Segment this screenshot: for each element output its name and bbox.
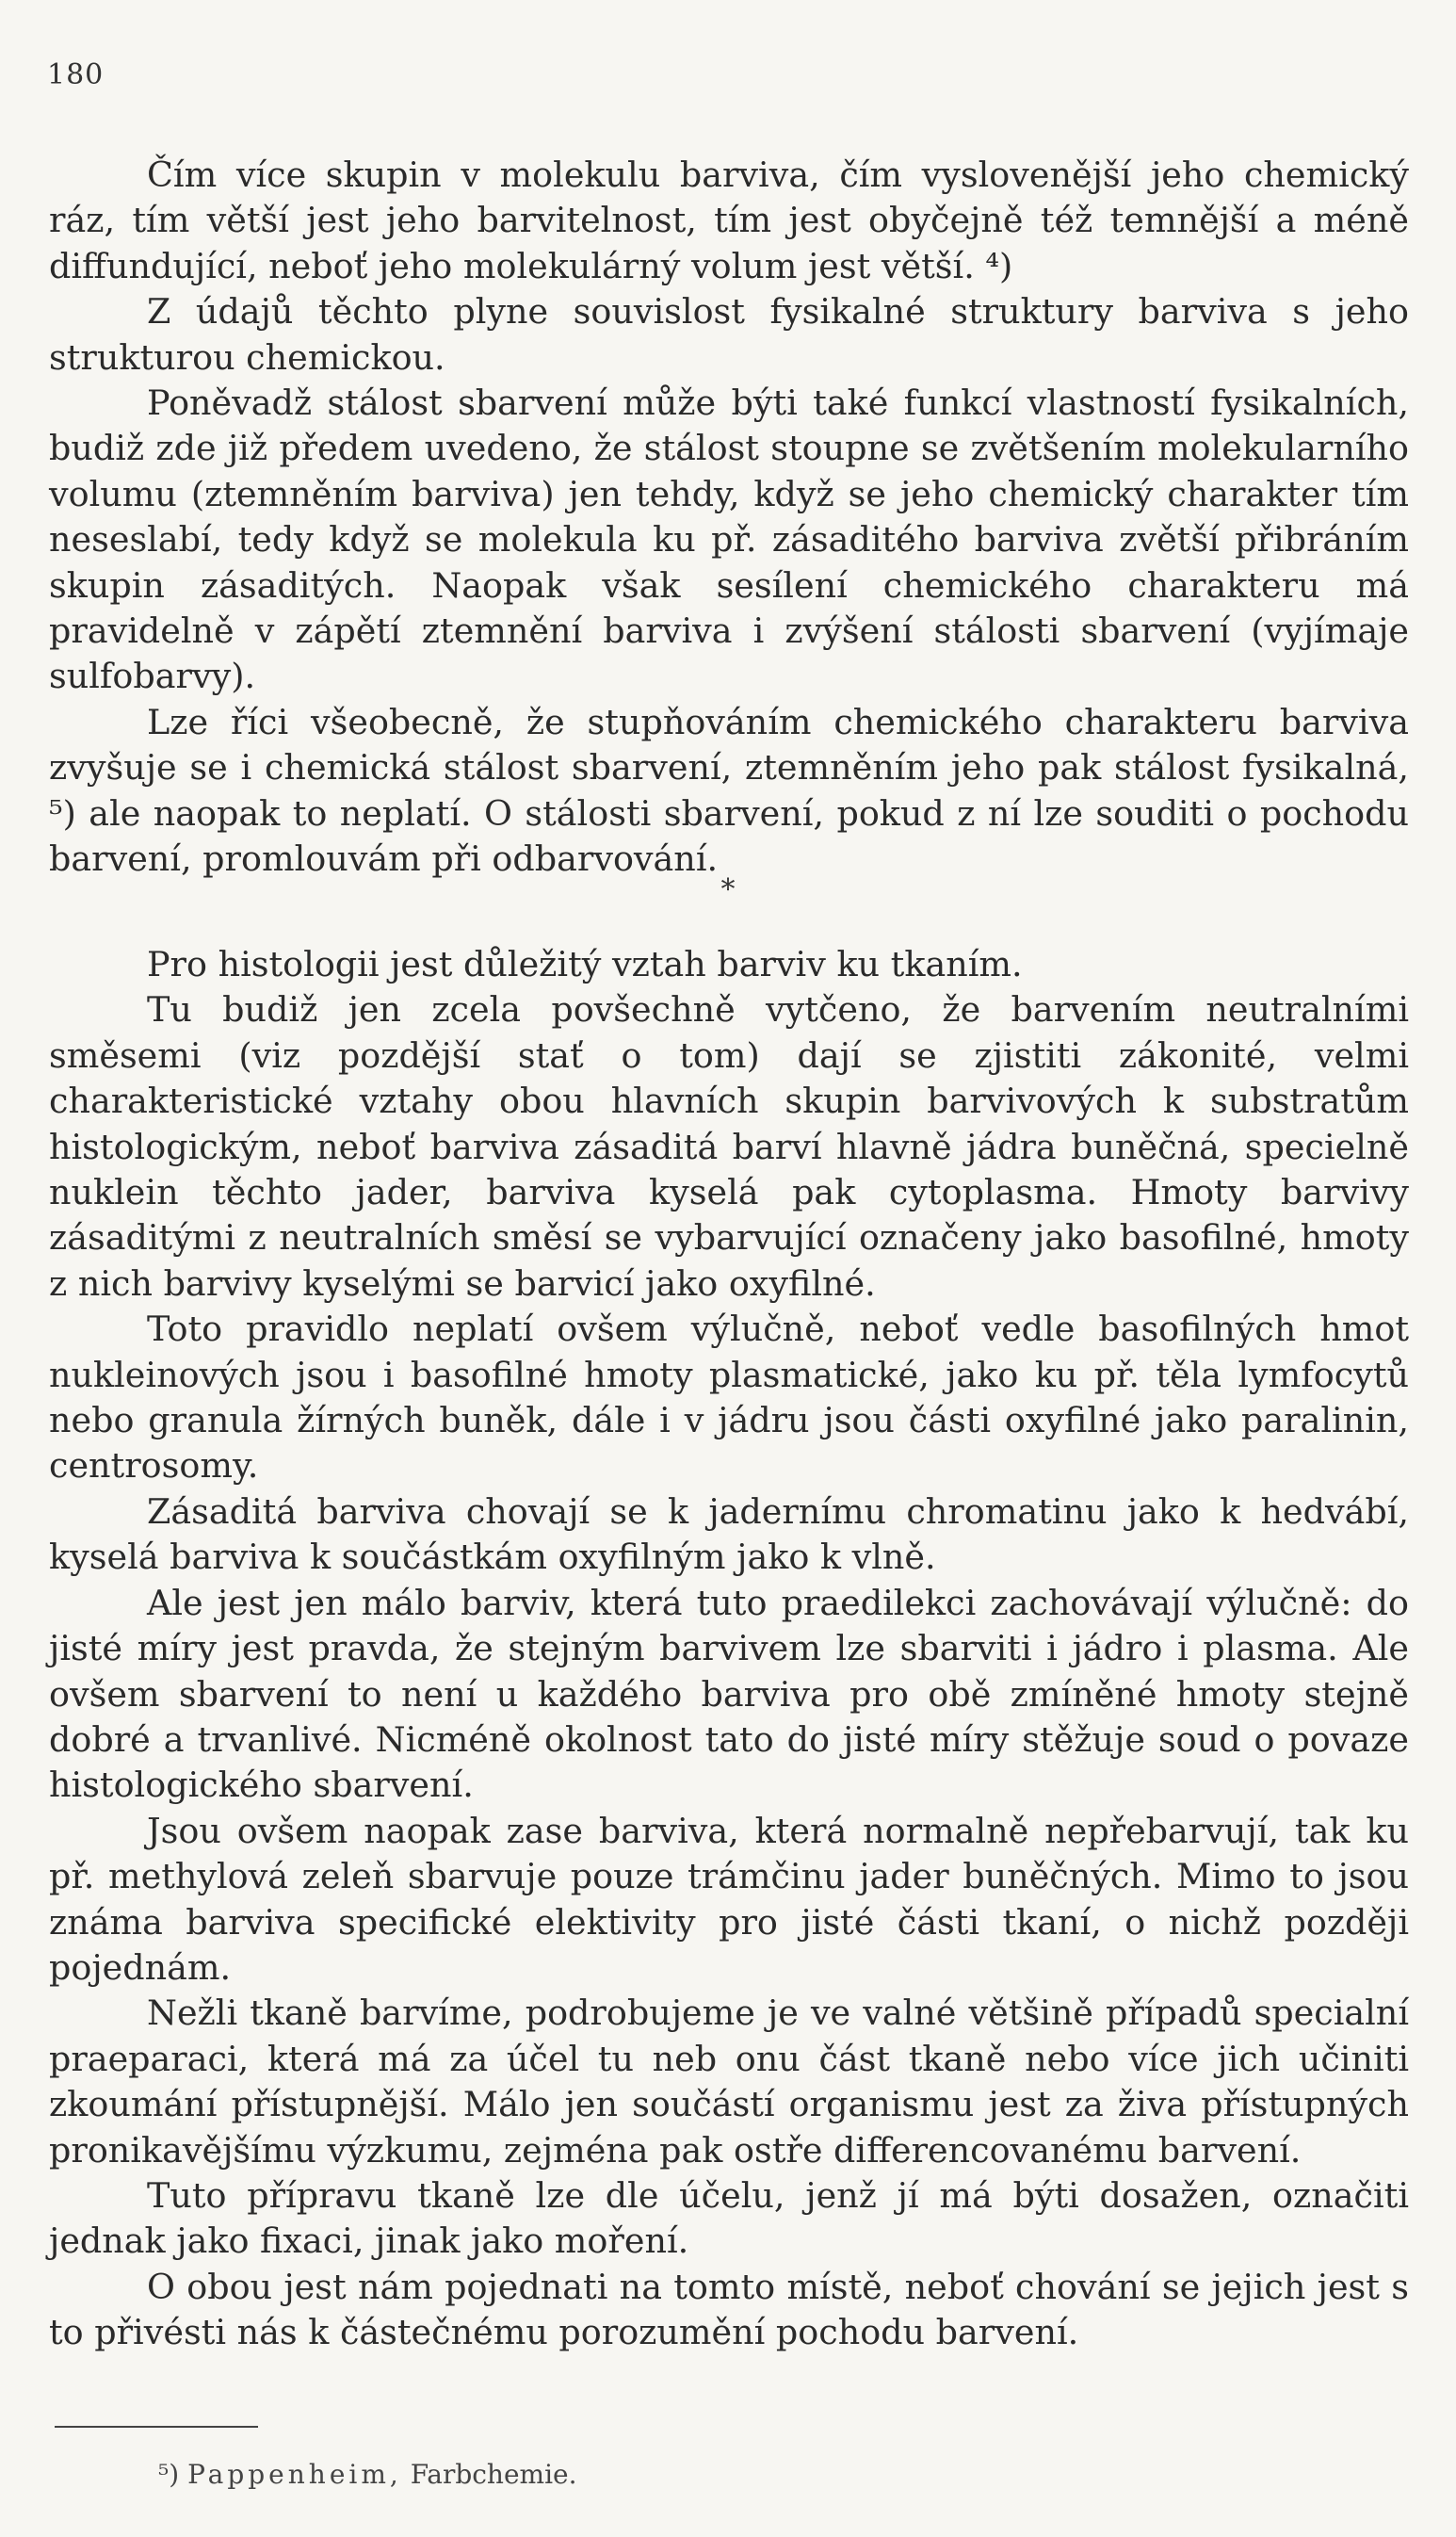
paragraph: Nežli tkaně barvíme, podrobujeme je ve valné většině případů specialní praeparaci, která má za účel tu neb onu část tkaně nebo více jich učiniti zkoumání přístupnější. Málo jen součástí organismu jest za živa přístupných pronikavějšímu výzkumu, zejména pak ostře differencovanému barvení. (49, 1992, 1409, 2171)
paragraph: Pro histologii jest důležitý vztah barviv ku tkaním. (147, 944, 1023, 984)
paragraph: Ale jest jen málo barviv, která tuto praedilekci zachovávají výlučně: do jisté míry jest pravda, že stejným barvivem lze sbarviti i jádro i plasma. Ale ovšem sbarvení to není u každého barviva pro obě zmíněné hmoty stejně dobré a trvanlivé. Nicméně okolnost tato do jisté míry stěžuje soud o povaze histologického sbarvení. (49, 1582, 1409, 1806)
paragraph: Tu budiž jen zcela povšechně vytčeno, že barvením neutralními směsemi (viz pozdější stať o tom) dají se zjistiti zákonité, velmi charakteristické vztahy obou hlavních skupin barvivových k substratům histologickým, neboť barviva zásaditá barví hlavně jádra buněčná, specielně nuklein těchto jader, barviva kyselá pak cytoplasma. Hmoty barvivy zásaditými z neutralních směsí se vybarvující označeny jako basofilné, hmoty z nich barvivy kyselými se barvicí jako oxyfilné. (49, 989, 1409, 1304)
text-section-1 (49, 153, 1409, 883)
paragraph: Lze říci všeobecně, že stupňováním chemického charakteru barviva zvyšuje se i chemická stálost sbarvení, ztemněním jeho pak stálost fysikalná, ⁵) ale naopak to neplatí. O stálosti sbarvení, pokud z ní lze souditi o pochodu barvení, promlouvám při odbarvování. (49, 701, 1409, 880)
footnote-author: Pappenheim, (187, 2459, 402, 2490)
footnote (158, 2459, 577, 2490)
paragraph: Tuto přípravu tkaně lze dle účelu, jenž jí má býti dosažen, označiti jednak jako fixaci, jinak jako moření. (49, 2174, 1409, 2262)
paragraph: Poněvadž stálost sbarvení může býti také funkcí vlastností fysikalních, budiž zde již předem uvedeno, že stálost stoupne se zvětšením molekularního volumu (ztemněním barviva) jen tehdy, když se jeho chemický charakter tím neseslabí, tedy když se molekula ku př. zásaditého barviva zvětší přibráním skupin zásaditých. Naopak však sesílení chemického charakteru má pravidelně v zápětí ztemnění barviva i zvýšení stálosti sbarvení (vyjímaje sulfobarvy). (49, 382, 1409, 697)
footnote-title: Farbchemie. (410, 2459, 577, 2490)
section-separator: * (720, 873, 736, 906)
paragraph: Zásaditá barviva chovají se k jadernímu chromatinu jako k hedvábí, kyselá barviva k součástkám oxyfilným jako k vlně. (49, 1490, 1409, 1578)
page-number: 180 (47, 58, 105, 91)
paragraph: O obou jest nám pojednati na tomto místě, neboť chování se jejich jest s to přivésti nás k částečnému porozumění pochodu barvení. (49, 2266, 1409, 2353)
paragraph: Jsou ovšem naopak zase barviva, která normalně nepřebarvují, tak ku př. methylová zeleň sbarvuje pouze trámčinu jader buněčných. Mimo to jsou známa barviva specifické elektivity pro jisté části tkaní, o nichž později pojednám. (49, 1810, 1409, 1988)
paragraph: Čím více skupin v molekulu barviva, čím vyslovenější jeho chemický ráz, tím větší jest jeho barvitelnost, tím jest obyčejně též temnější a méně diffundující, neboť jeho molekulárný volum jest větší. ⁴) (49, 154, 1409, 286)
paragraph: Z údajů těchto plyne souvislost fysikalné struktury barviva s jeho strukturou chemickou. (49, 291, 1409, 378)
paragraph: Toto pravidlo neplatí ovšem výlučně, neboť vedle basofilných hmot nukleinových jsou i basofilné hmoty plasmatické, jako ku př. těla lymfocytů nebo granula žírných buněk, dále i v jádru jsou části oxyfilné jako paralinin, centrosomy. (49, 1309, 1409, 1487)
text-section-2 (49, 942, 1409, 2356)
footnote-marker: ⁵) (158, 2459, 180, 2490)
footnote-divider (55, 2426, 258, 2428)
